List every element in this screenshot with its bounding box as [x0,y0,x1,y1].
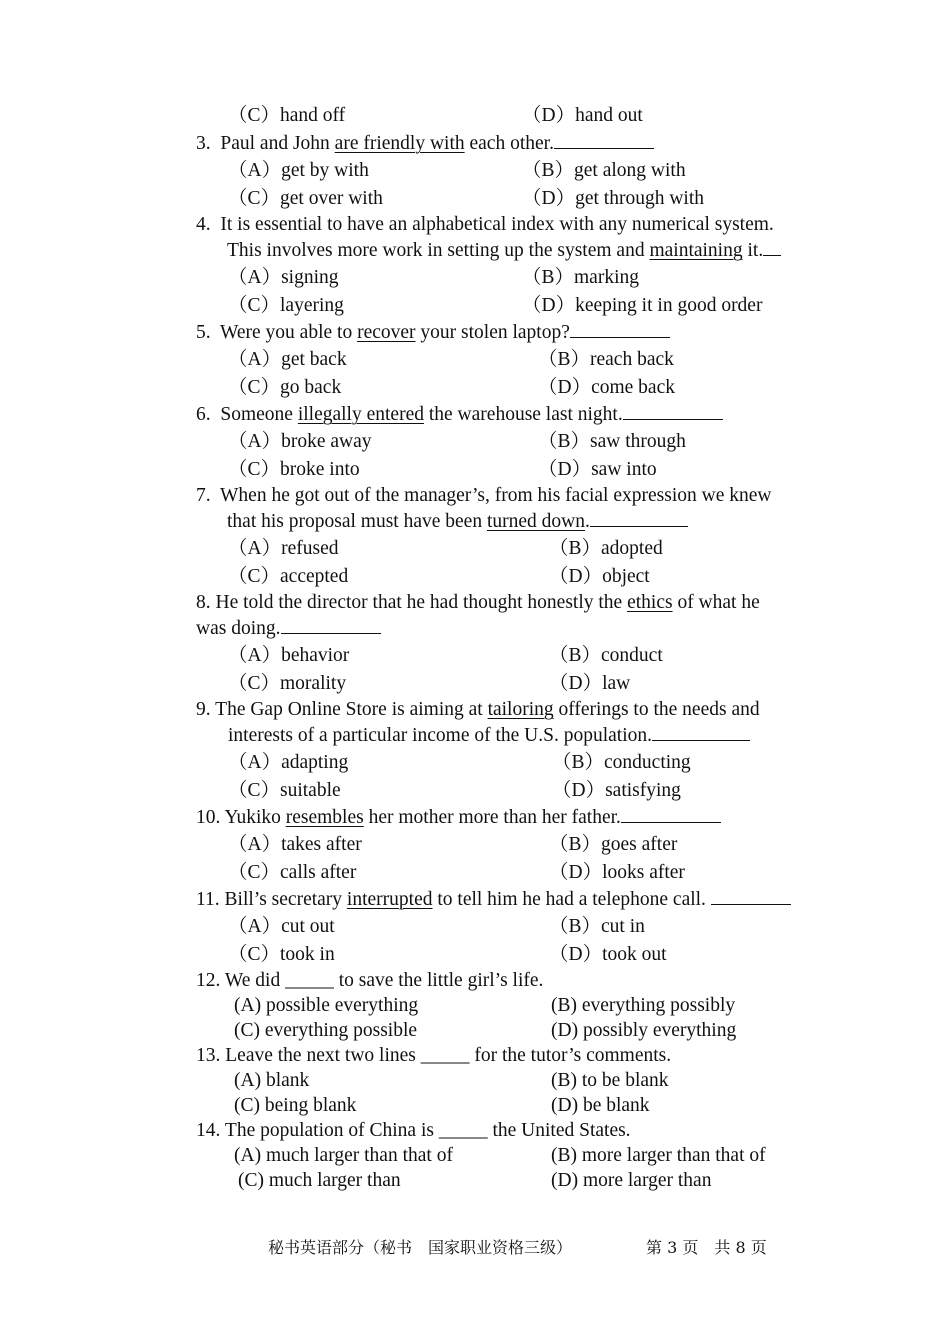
option-text: (A) blank [234,1070,310,1091]
answer-blank[interactable] [763,238,781,256]
option-text: （B）conducting [552,752,691,773]
option-text: (D) possibly everything [551,1020,737,1041]
question-9 [196,698,760,722]
question-number: 11. [196,889,220,910]
answer-blank[interactable] [570,320,670,338]
option-text: （A）behavior [228,645,350,666]
option-text: （A）cut out [228,916,335,937]
question-text: her mother more than her father. [363,807,621,828]
option-text: （A）get by with [228,160,369,181]
question-text: interests of a particular income of the U.S. population. [228,725,653,746]
option-text: （A）get back [228,349,347,370]
option-text: （C）calls after [228,862,357,883]
question-3 [196,131,654,156]
underlined-phrase: resembles [285,807,364,828]
option-text: （A）adapting [228,752,349,773]
option-text: （C）broke into [228,459,360,480]
option-text: （B）saw through [538,431,686,452]
underlined-phrase: ethics [627,592,673,613]
option-text: （B）adopted [549,538,663,559]
question-7 [196,484,771,508]
option-text: （C）layering [228,295,344,316]
option-text: (C) much larger than [238,1170,401,1191]
option-text: （C）suitable [228,780,341,801]
question-text: The population of China is _____ the United States. [224,1120,631,1141]
question-text: . [584,511,590,532]
footer-page-number: 第 3 页 共 8 页 [646,1238,767,1257]
underlined-phrase: interrupted [346,889,433,910]
option-text: （C）hand off [228,105,346,126]
option-text: （C）get over with [228,188,383,209]
option-text: （D）satisfying [552,780,681,801]
underlined-phrase: illegally entered [297,404,424,425]
option-text: （D）come back [538,377,675,398]
question-11 [196,887,791,912]
option-text: （C）go back [228,377,342,398]
option-text: (C) everything possible [234,1020,418,1041]
option-text: （D）get through with [522,188,704,209]
option-text: (D) more larger than [551,1170,712,1191]
question-text: the warehouse last night. [423,404,623,425]
question-10 [196,805,721,830]
question-number: 10. [196,807,221,828]
question-text: that his proposal must have been [227,511,487,532]
option-text: （D）looks after [549,862,685,883]
question-number: 7. [196,485,211,506]
question-number: 9. [196,699,211,720]
question-text: Yukiko [224,807,286,828]
option-text: （C）took in [228,944,335,965]
question-text: each other. [464,133,554,154]
question-text: It is essential to have an alphabetical index with any numerical system. [220,214,774,235]
question-text: Paul and John [220,133,335,154]
question-text: We did _____ to save the little girl’s life. [224,970,544,991]
underlined-phrase: recover [357,322,416,343]
answer-blank[interactable] [623,402,723,420]
question-number: 6. [196,404,211,425]
question-text: your stolen laptop? [415,322,570,343]
question-6 [196,402,723,427]
question-text: When he got out of the manager’s, from his facial expression we knew [220,485,772,506]
question-4-line2 [227,238,781,263]
answer-blank[interactable] [590,509,688,527]
question-number: 5. [196,322,211,343]
option-text: （B）marking [522,267,639,288]
question-8 [196,591,760,615]
question-text: He told the director that he had thought honestly the [215,592,628,613]
option-text: (C) being blank [234,1095,357,1116]
underlined-phrase: are friendly with [334,133,465,154]
answer-blank[interactable] [652,723,750,741]
question-number: 8. [196,592,211,613]
question-number: 3. [196,133,211,154]
question-8-line2 [196,616,381,641]
question-13 [196,1044,671,1068]
option-text: （D）hand out [522,105,643,126]
answer-blank[interactable] [281,616,381,634]
answer-blank[interactable] [621,805,721,823]
option-text: （A）signing [228,267,339,288]
question-text: This involves more work in setting up the system and [227,240,650,261]
underlined-phrase: turned down [486,511,585,532]
question-text: Leave the next two lines _____ for the tutor’s comments. [225,1045,672,1066]
option-text: (D) be blank [551,1095,650,1116]
question-text: Were you able to [220,322,358,343]
question-7-line2 [227,509,688,534]
option-text: （D）saw into [538,459,657,480]
question-12 [196,969,543,993]
option-text: （D）law [549,673,631,694]
option-text: （B）reach back [538,349,674,370]
option-text: （C）accepted [228,566,349,587]
option-text: （A）takes after [228,834,362,855]
option-text: （D）object [549,566,650,587]
option-text: (B) everything possibly [551,995,736,1016]
option-text: (A) much larger than that of [234,1145,453,1166]
question-text: it. [742,240,764,261]
answer-blank[interactable] [711,887,791,905]
footer-title: 秘书英语部分（秘书 国家职业资格三级） [268,1238,573,1257]
option-text: （C）morality [228,673,347,694]
option-text: （A）broke away [228,431,372,452]
option-text: (B) to be blank [551,1070,669,1091]
question-4 [196,213,774,237]
question-text: was doing. [196,618,281,639]
question-text: Bill’s secretary [224,889,347,910]
option-text: (B) more larger than that of [551,1145,766,1166]
question-number: 13. [196,1045,221,1066]
option-text: （D）took out [549,944,667,965]
option-text: （B）get along with [522,160,686,181]
question-text: The Gap Online Store is aiming at [215,699,488,720]
question-9-line2 [228,723,750,748]
question-5 [196,320,670,345]
option-text: （A）refused [228,538,339,559]
option-text: （B）goes after [549,834,678,855]
question-text: Someone [220,404,298,425]
question-number: 4. [196,214,211,235]
option-text: (A) possible everything [234,995,419,1016]
underlined-phrase: maintaining [649,240,743,261]
underlined-phrase: tailoring [487,699,554,720]
question-number: 14. [196,1120,221,1141]
question-14 [196,1119,631,1143]
question-text: to tell him he had a telephone call. [432,889,711,910]
question-text: offerings to the needs and [553,699,760,720]
question-text: of what he [672,592,760,613]
option-text: （B）conduct [549,645,663,666]
option-text: （B）cut in [549,916,645,937]
option-text: （D）keeping it in good order [522,295,763,316]
answer-blank[interactable] [554,131,654,149]
question-number: 12. [196,970,221,991]
